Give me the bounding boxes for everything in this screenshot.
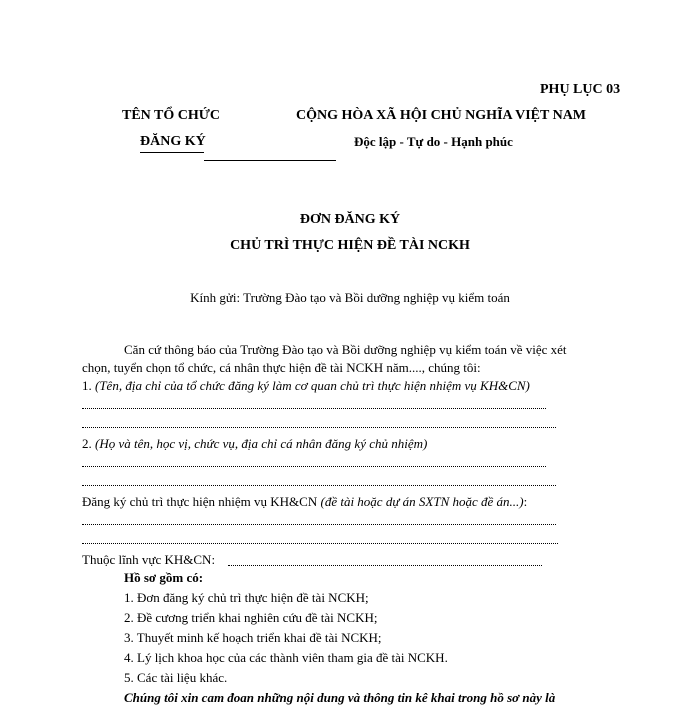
item1-dotted-line-1: [82, 408, 546, 409]
register-dotted-line-1: [82, 524, 556, 525]
dossier-item: 4. Lý lịch khoa học của các thành viên tham gia đề tài NCKH.: [124, 650, 448, 665]
form-subtitle: CHỦ TRÌ THỰC HIỆN ĐỀ TÀI NCKH: [230, 238, 470, 253]
dossier-heading: Hồ sơ gồm có:: [124, 570, 204, 585]
addressee: Kính gửi: Trường Đào tạo và Bồi dưỡng nghiệp vụ kiểm toán: [190, 290, 510, 305]
item1: [82, 378, 530, 394]
motto: Độc lập - Tự do - Hạnh phúc: [354, 134, 513, 149]
form-title: ĐƠN ĐĂNG KÝ: [299, 212, 401, 227]
commitment-text: Chúng tôi xin cam đoan những nội dung và thông tin kê khai trong hồ sơ này là: [124, 690, 556, 705]
org-name-underline: [140, 152, 204, 153]
item1-hint: (Tên, địa chỉ của tổ chức đăng ký làm cơ quan chủ trì thực hiện nhiệm vụ KH&CN): [95, 378, 530, 393]
intro-line1: Căn cứ thông báo của Trường Đào tạo và Bồi dưỡng nghiệp vụ kiểm toán về việc xét: [124, 342, 567, 357]
item2-dotted-line-2: [82, 485, 556, 486]
country-name: CỘNG HÒA XÃ HỘI CHỦ NGHĨA VIỆT NAM: [296, 108, 587, 123]
motto-underline: [204, 160, 336, 161]
item2: [82, 436, 427, 452]
register-dotted-line-2: [82, 543, 558, 544]
register-text: Đăng ký chủ trì thực hiện nhiệm vụ KH&CN: [82, 494, 321, 509]
register-colon: :: [523, 494, 528, 509]
register-hint: (đề tài hoặc dự án SXTN hoặc đề án...): [320, 494, 524, 509]
field-label: Thuộc lĩnh vực KH&CN:: [82, 552, 216, 567]
dossier-item: 5. Các tài liệu khác.: [124, 670, 228, 685]
org-name-line1: TÊN TỔ CHỨC: [122, 108, 221, 123]
item2-number: 2.: [82, 436, 95, 451]
register-line: [82, 494, 527, 510]
intro-line2: chọn, tuyển chọn tổ chức, cá nhân thực hiện đề tài NCKH năm...., chúng tôi:: [82, 360, 481, 375]
dossier-item: 3. Thuyết minh kế hoạch triển khai đề tài NCKH;: [124, 630, 382, 645]
field-dotted-line: [228, 565, 542, 566]
dossier-item: 2. Đề cương triển khai nghiên cứu đề tài NCKH;: [124, 610, 378, 625]
appendix-label: PHỤ LỤC 03: [540, 82, 621, 97]
item2-dotted-line-1: [82, 466, 546, 467]
item1-number: 1.: [82, 378, 95, 393]
item2-hint: (Họ và tên, học vị, chức vụ, địa chỉ cá nhân đăng ký chủ nhiệm): [95, 436, 428, 451]
item1-dotted-line-2: [82, 427, 556, 428]
org-name-line2: ĐĂNG KÝ: [140, 134, 206, 149]
dossier-item: 1. Đơn đăng ký chủ trì thực hiện đề tài NCKH;: [124, 590, 369, 605]
